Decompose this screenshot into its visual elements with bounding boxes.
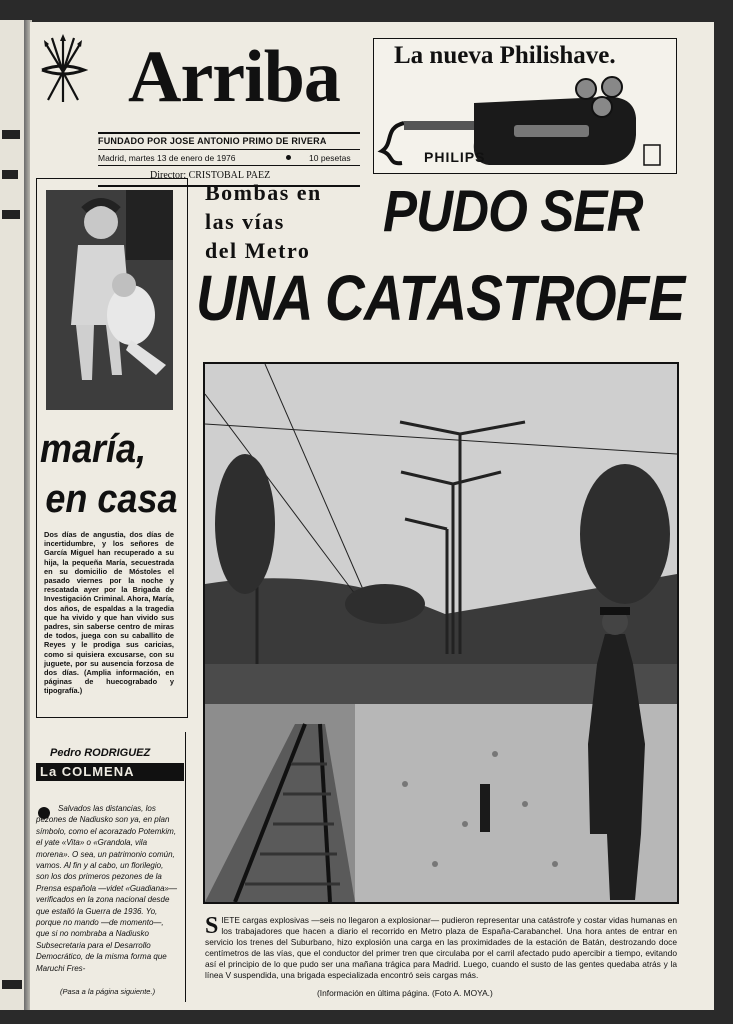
yoke-and-arrows-emblem-icon <box>38 32 88 104</box>
main-story-lede <box>205 915 677 981</box>
deck-line: las vías <box>205 209 285 234</box>
side-story-body: Dos días de angustia, dos días de incertidumbre, y los señores de García Miguel han recuperado a su hija, la pequeña María, secuestrada en su domicilio de Móstoles el pasado viernes por la noche y rescatada ayer por la Brigada de Investigación Criminal. Ahora, María, dos años, de espaldas a la tragedia que ha vivido y que han vivido sus padres, sin saberse centro de miras de todos, juega con su caballito de Reyes y le prodiga sus caricias, como si quisiera excusarse, con su juguete, por su ausencia forzosa de dos días. (Amplia información, en páginas de huecograbado y tipografía.) <box>44 530 174 696</box>
column-continued: (Pasa a la página siguiente.) <box>60 987 156 996</box>
deck-line: Bombas en <box>205 180 322 205</box>
column-section-title: La COLMENA <box>36 763 184 781</box>
child-with-toy-horse-photo <box>46 190 173 410</box>
adjacent-page-strip <box>0 20 26 1010</box>
electric-shaver-icon <box>374 73 674 169</box>
photo-credit: (Información en última página. (Foto A. MOYA.) <box>317 988 493 998</box>
masthead-rule-lower <box>98 165 360 166</box>
masthead-title: Arriba <box>128 36 340 118</box>
lede-text: IETE cargas explosivas —seis no llegaron a explosionar— pudieron representar una catástrofe y costar vidas humanas en los trabajadores que hacen a diario el recorrido en Metro plaza de España-Carabanchel. Una hora antes de entrar en servicio los trenes del Suburbano, hizo explosión una carga en las proximidades de la estación de Batán, destrozando doce centímetros de las vías, que el conductor del primer tren que circulaba por el carril afectado pudo apercibir a tiempo, evitando así el principio de lo que pudo ser una mañana trágica para Madrid. Luego, cuando el susto de las gentes quedaba atrás y la línea V suspendida, una brigada especializada encontró seis cargas más. <box>205 915 677 980</box>
column-divider <box>185 732 186 1002</box>
side-headline-line: en casa <box>45 477 178 521</box>
price: 10 pesetas <box>309 153 351 163</box>
column-byline: Pedro RODRIGUEZ <box>50 747 151 759</box>
headline-deck <box>205 178 375 265</box>
column-body: Salvados las distancias, los pezones de Nadiusko son ya, en plan símbolo, como el acorazado Potemkim, el yate «Vita» o «Grandola, vila morena». O sea, un patrimonio común, vamos. Al fin y al cabo, un florilegio, son los dos primeros pezones de la Prensa española —videt «Guadiana»— verificados en la zona nacional desde que estalló la Guerra de 1936. Yo, porque no mando —de momento—, que si no nombraba a Nadiusko Subsecretaria para el Desarrollo Democrático, de la misma forma que Maruchi Fres- <box>36 804 177 973</box>
bullet-dot <box>286 155 291 160</box>
newspaper-page <box>30 22 714 1010</box>
masthead-rule <box>98 132 360 134</box>
philishave-advertisement <box>373 38 677 174</box>
main-headline-line1: PUDO SER <box>383 179 643 244</box>
side-headline-line: maría, <box>40 427 147 471</box>
main-headline-line2: UNA CATASTROFE <box>196 262 685 334</box>
ad-title: La nueva Philishave. <box>394 42 616 69</box>
metro-tracks-photo <box>203 362 679 904</box>
founded-line: FUNDADO POR JOSE ANTONIO PRIMO DE RIVERA <box>98 136 327 146</box>
deck-line: del Metro <box>205 238 311 263</box>
ad-brand: PHILIPS <box>424 149 486 165</box>
side-story-headline <box>40 424 178 524</box>
masthead-rule-thin <box>98 149 360 150</box>
director-line: Director: CRISTOBAL PAEZ <box>150 170 271 181</box>
lede-drop-cap: S <box>205 913 219 939</box>
dateline: Madrid, martes 13 de enero de 1976 <box>98 153 236 163</box>
